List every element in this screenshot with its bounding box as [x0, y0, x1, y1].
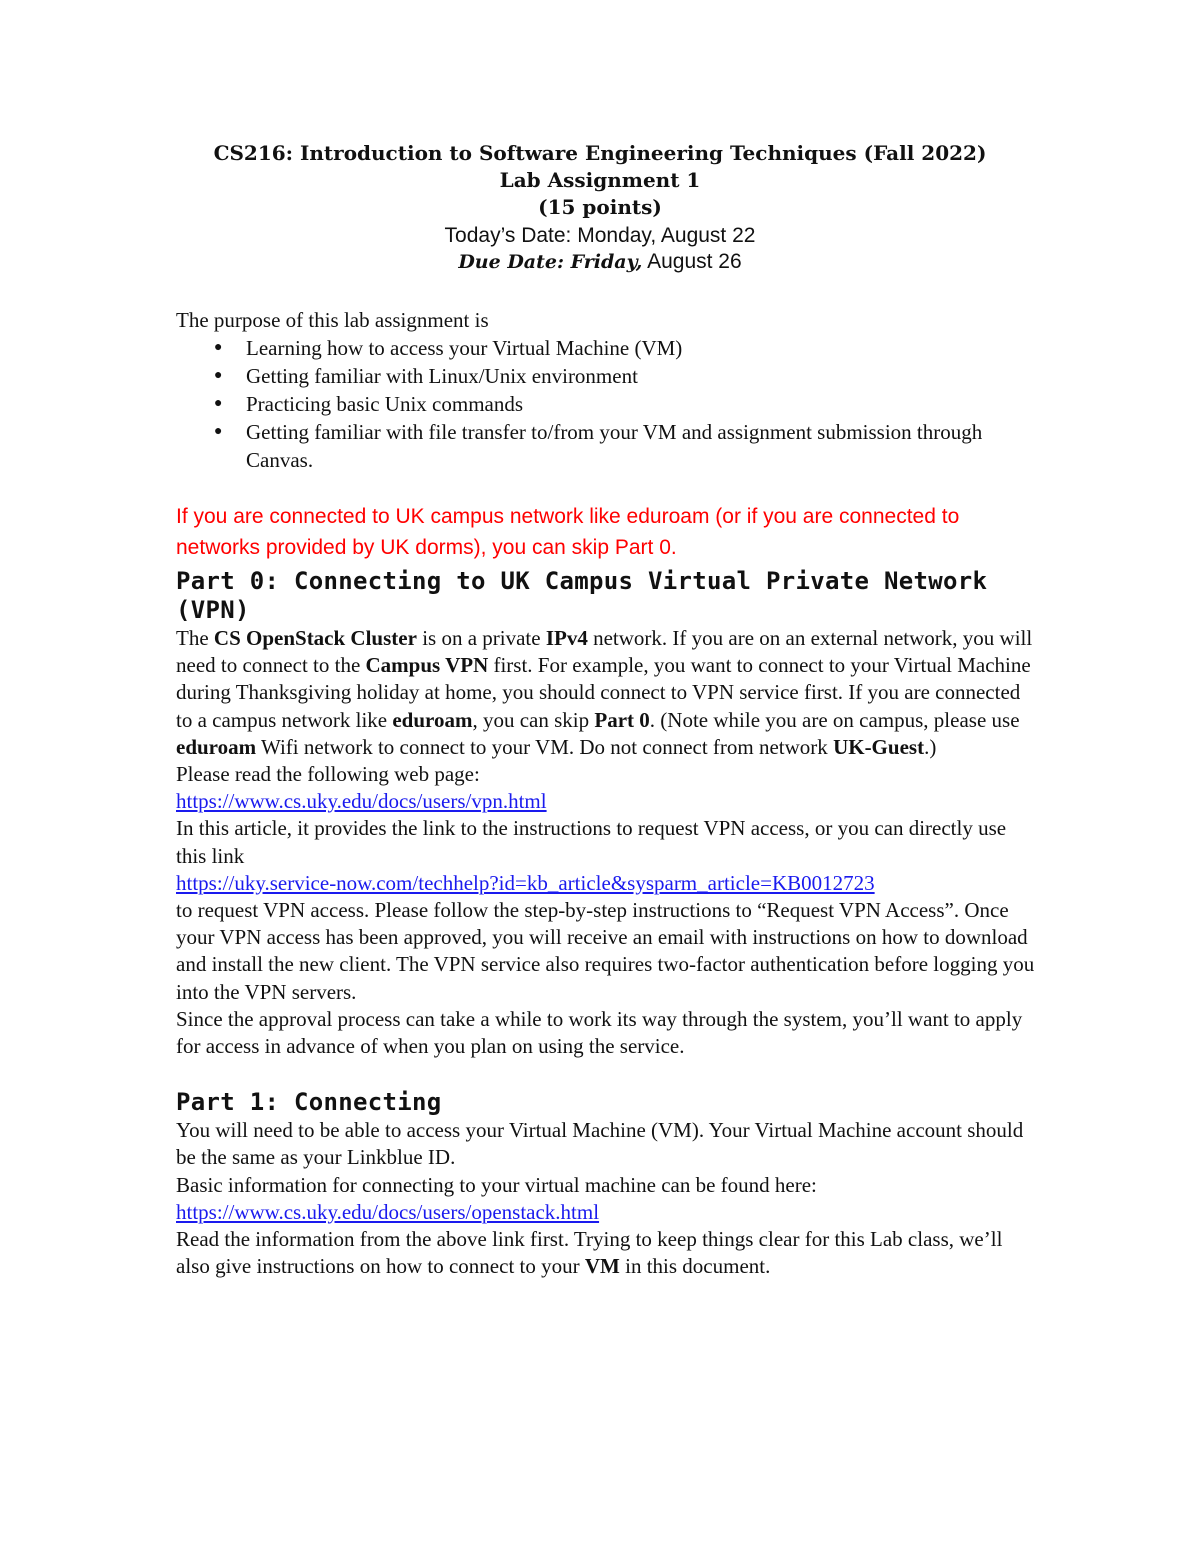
assignment-title: Lab Assignment 1: [499, 168, 701, 192]
due-date-label: Due Date: Friday,: [458, 251, 643, 273]
part1-content: [176, 1117, 1036, 1280]
list-item: ● Practicing basic Unix commands: [246, 390, 1036, 418]
part0-heading: Part 0: Connecting to UK Campus Virtual Private Network (VPN): [176, 567, 988, 624]
read-info-text: Read the information from the above link first. Trying to keep things clear for this Lab class, we’ll also give instructions on how to connect to your VM in this document.: [176, 1227, 1003, 1279]
campus-network-warning: If you are connected to UK campus network like eduroam (or if you are connected to networks provided by UK dorms), you can skip Part 0.: [176, 505, 960, 559]
document-header: [0, 140, 1200, 274]
course-title: CS216: Introduction to Software Engineering Techniques (Fall 2022): [213, 141, 987, 165]
goals-list: [176, 334, 1036, 474]
intro-text: The purpose of this lab assignment is: [176, 308, 489, 332]
list-item: ● Getting familiar with Linux/Unix environment: [246, 362, 1036, 390]
todays-date: Today’s Date: Monday, August 22: [444, 224, 756, 247]
due-date-value: August 26: [642, 250, 742, 273]
document-body: [176, 306, 1036, 1280]
part0-paragraph: The CS OpenStack Cluster is on a private IPv4 network. If you are on an external network, you will need to connect to the Campus VPN first. For example, you want to connect to your Virtual Machine during Thanksgiving holiday at home, you should connect to VPN service first. If you are connected to a campus network like eduroam, you can skip Part 0. (Note while you are on campus, please use eduroam Wifi network to connect to your VM. Do not connect from network UK-Guest.): [176, 626, 1033, 759]
read-web-page-text: Please read the following web page:: [176, 762, 480, 787]
list-item: ● Getting familiar with file transfer to/from your VM and assignment submission through Canvas.: [246, 418, 1036, 474]
list-item: ● Learning how to access your Virtual Machine (VM): [246, 334, 1036, 362]
vpn-request-link[interactable]: https://uky.service-now.com/techhelp?id=kb_article&sysparm_article=KB0012723: [176, 870, 875, 895]
part0-content: [176, 625, 1036, 1060]
approval-text: Since the approval process can take a while to work its way through the system, you’ll want to apply for access in advance of when you plan on using the service.: [176, 1006, 1023, 1059]
vpn-docs-link[interactable]: https://www.cs.uky.edu/docs/users/vpn.html: [176, 789, 547, 814]
article-text: In this article, it provides the link to the instructions to request VPN access, or you can directly use this link: [176, 816, 1007, 868]
part1-heading: Part 1: Connecting: [176, 1088, 442, 1117]
due-date-line: [0, 250, 1200, 274]
points-label: (15 points): [538, 195, 662, 219]
part1-paragraph: You will need to be able to access your Virtual Machine (VM). Your Virtual Machine account should be the same as your Linkblue ID.: [176, 1118, 1024, 1170]
openstack-docs-link[interactable]: https://www.cs.uky.edu/docs/users/openstack.html: [176, 1199, 600, 1224]
basic-info-text: Basic information for connecting to your virtual machine can be found here:: [176, 1172, 817, 1197]
request-vpn-text: to request VPN access. Please follow the step-by-step instructions to “Request VPN Access”. Once your VPN access has been approved, you will receive an email with instructions on how to download and install the new client. The VPN service also requires two-factor authentication before logging you into the VPN servers.: [176, 898, 1035, 1004]
